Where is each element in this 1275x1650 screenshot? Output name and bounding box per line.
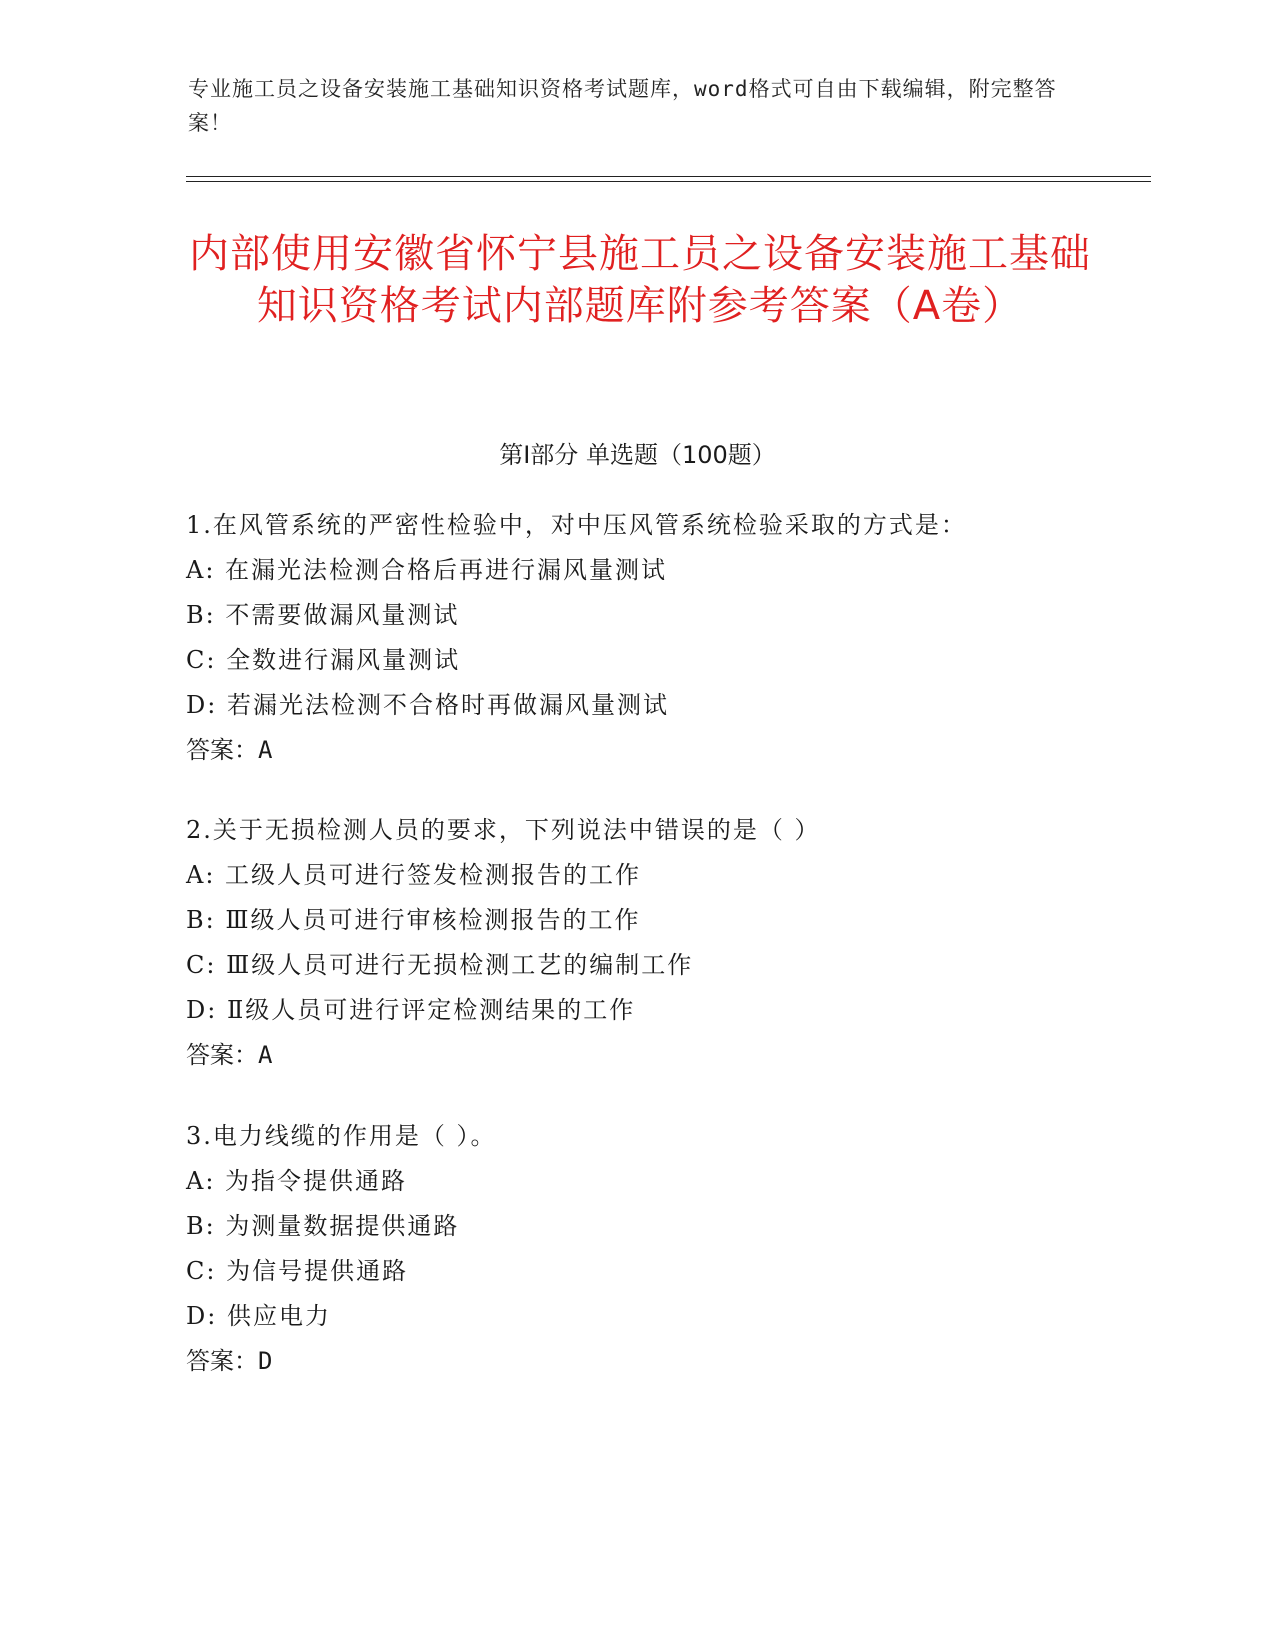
answer	[186, 728, 1086, 773]
option-b: B: Ⅲ级人员可进行审核检测报告的工作	[186, 906, 641, 934]
section-title: 第Ⅰ部分 单选题（100题）	[499, 441, 776, 469]
header-note: 专业施工员之设备安装施工基础知识资格考试题库，word格式可自由下载编辑，附完整答案！	[188, 77, 1057, 135]
option-d: D: 供应电力	[186, 1302, 331, 1330]
document-title: 内部使用安徽省怀宁县施工员之设备安装施工基础知识资格考试内部题库附参考答案（A卷）	[189, 231, 1091, 329]
option-b: B: 不需要做漏风量测试	[186, 601, 460, 629]
option-c: C: 全数进行漏风量测试	[186, 646, 461, 674]
answer-label: 答案：	[186, 1041, 258, 1069]
question-stem: 1.在风管系统的严密性检验中，对中压风管系统检验采取的方式是：	[186, 511, 967, 539]
question-3	[186, 1114, 1086, 1384]
question-1	[186, 503, 1086, 773]
answer-label: 答案：	[186, 1347, 258, 1375]
option-d: D: 若漏光法检测不合格时再做漏风量测试	[186, 691, 669, 719]
question-2	[186, 808, 1086, 1078]
question-stem: 3.电力线缆的作用是（ ）。	[186, 1122, 497, 1150]
answer-value: A	[258, 736, 273, 764]
answer	[186, 1339, 1086, 1384]
option-a: A: 在漏光法检测合格后再进行漏风量测试	[186, 556, 668, 584]
answer-value: D	[258, 1347, 273, 1375]
option-a: A: 工级人员可进行签发检测报告的工作	[186, 861, 642, 889]
header-divider-bottom	[186, 181, 1151, 182]
option-c: C: 为信号提供通路	[186, 1257, 409, 1285]
answer-value: A	[258, 1041, 273, 1069]
option-d: D: Ⅱ级人员可进行评定检测结果的工作	[186, 996, 636, 1024]
option-c: C: Ⅲ级人员可进行无损检测工艺的编制工作	[186, 951, 694, 979]
answer	[186, 1033, 1086, 1078]
header-divider-top	[186, 176, 1151, 177]
option-a: A: 为指令提供通路	[186, 1167, 408, 1195]
question-stem: 2.关于无损检测人员的要求，下列说法中错误的是（ ）	[186, 816, 821, 844]
answer-label: 答案：	[186, 736, 258, 764]
option-b: B: 为测量数据提供通路	[186, 1212, 460, 1240]
